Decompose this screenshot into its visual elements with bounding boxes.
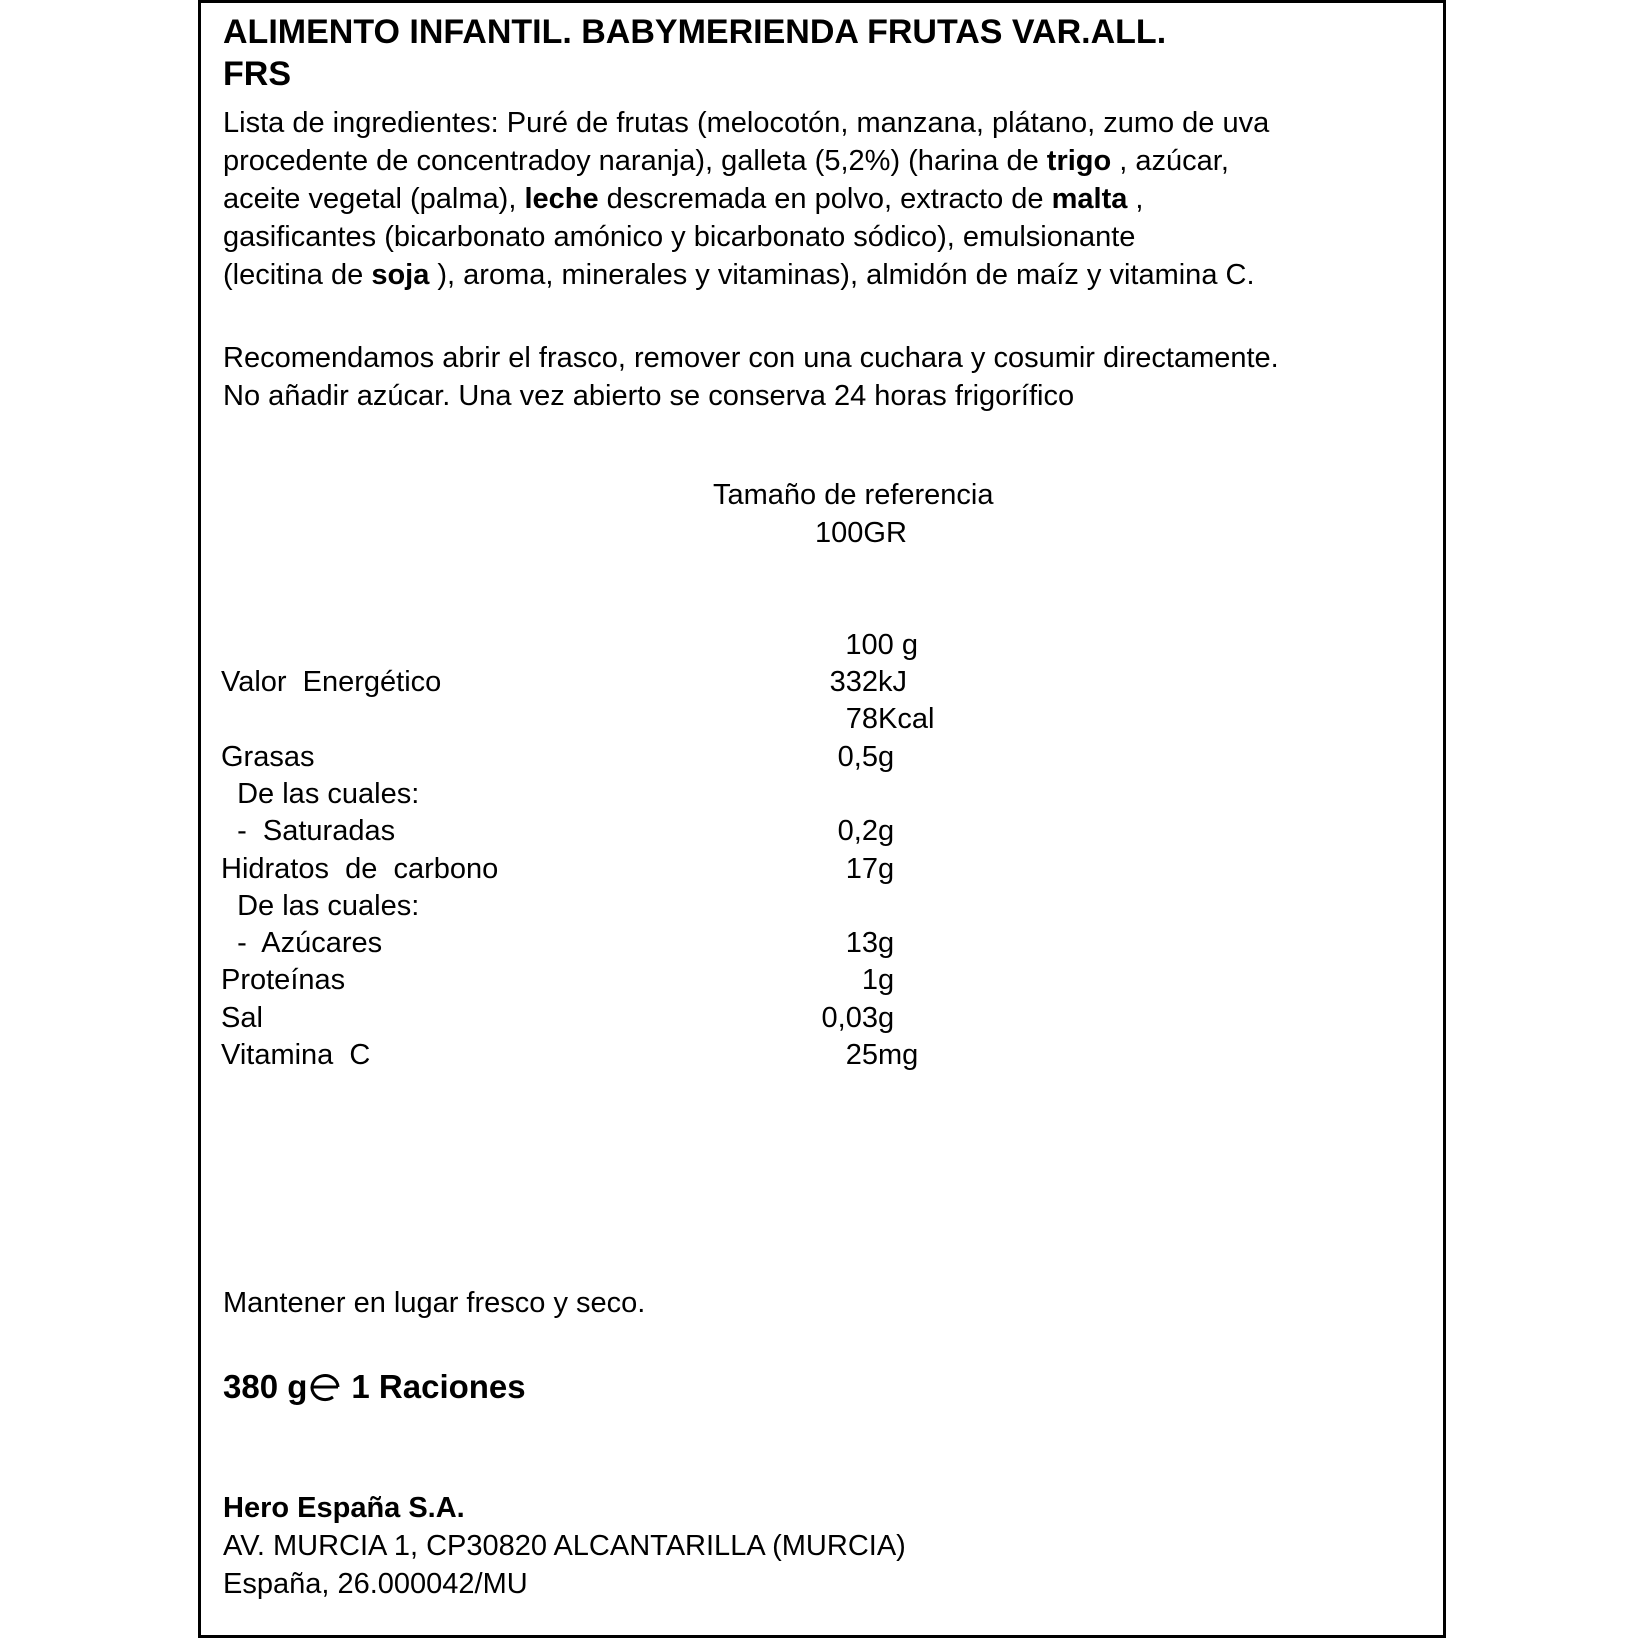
reference-size-label: Tamaño de referencia: [713, 479, 994, 511]
company-name: Hero España S.A.: [223, 1492, 465, 1524]
nutrition-row-unit: kJ: [878, 666, 907, 698]
nutrition-row-unit: g: [878, 815, 895, 848]
allergen-highlight: soja: [371, 259, 430, 291]
ingredients-text: aceite vegetal (palma),: [223, 183, 525, 215]
ingredients-text: procedente de concentradoy naranja), galleta (5,2%) (harina de: [223, 145, 1047, 177]
net-weight: 380 g: [223, 1368, 308, 1405]
product-title-line-2: FRS: [223, 55, 291, 93]
ingredients-text: , azúcar,: [1111, 145, 1229, 177]
nutrition-row-label: Vitamina C: [221, 1039, 371, 1071]
ingredients-text: (lecitina de: [223, 259, 372, 291]
ingredients-text: ,: [1127, 183, 1144, 215]
company-registry: España, 26.000042/MU: [223, 1568, 528, 1600]
nutrition-row-unit: Kcal: [878, 703, 935, 736]
nutrition-row-value: 0,03: [821, 1001, 878, 1034]
nutrition-row-unit: mg: [878, 1039, 919, 1071]
allergen-highlight: trigo: [1046, 145, 1112, 177]
ingredients-line: [223, 142, 1229, 180]
ingredients-line: [223, 180, 1143, 218]
nutrition-row-label: De las cuales:: [221, 777, 420, 810]
ingredients-text: Lista de ingredientes: Puré de frutas (melocotón, manzana, plátano, zumo de uva: [223, 107, 1270, 139]
nutrition-row-label: Proteínas: [221, 964, 346, 997]
nutrition-row-value: 25: [845, 1039, 878, 1071]
nutrition-row-unit: g: [878, 740, 895, 773]
nutrition-row-label: Hidratos de carbono: [221, 852, 499, 885]
nutrition-column-header: 100 g: [845, 629, 918, 661]
nutrition-row-label: - Azúcares: [221, 927, 383, 960]
nutrition-label-panel: [198, 0, 1446, 1638]
nutrition-row-value: 17: [845, 852, 878, 885]
ingredients-text: descremada en polvo, extracto de: [598, 183, 1052, 215]
storage-instructions: Mantener en lugar fresco y seco.: [223, 1287, 646, 1319]
nutrition-row-label: De las cuales:: [221, 889, 420, 922]
nutrition-row-value: 13: [845, 927, 878, 960]
nutrition-row-label: Sal: [221, 1001, 263, 1034]
nutrition-row-unit: g: [878, 964, 895, 997]
company-address: AV. MURCIA 1, CP30820 ALCANTARILLA (MURCIA): [223, 1530, 906, 1562]
net-quantity: [223, 1367, 526, 1407]
allergen-highlight: malta: [1051, 183, 1128, 215]
allergen-highlight: leche: [524, 183, 599, 215]
ingredients-line: [223, 256, 1255, 294]
nutrition-row-unit: g: [878, 927, 895, 960]
nutrition-row-value: 78: [845, 703, 878, 736]
ingredients-text: gasificantes (bicarbonato amónico y bicarbonato sódico), emulsionante: [223, 221, 1136, 253]
recommendation-line-2: No añadir azúcar. Una vez abierto se conserva 24 horas frigorífico: [223, 380, 1075, 412]
ingredients-text: ), aroma, minerales y vitaminas), almidón de maíz y vitamina C.: [429, 259, 1255, 291]
estimated-sign-icon: [309, 1372, 343, 1402]
nutrition-row-label: Grasas: [221, 740, 315, 773]
nutrition-row-value: 332: [829, 666, 878, 698]
product-title-line-1: ALIMENTO INFANTIL. BABYMERIENDA FRUTAS VAR.ALL.: [223, 13, 1167, 51]
portions: 1 Raciones: [351, 1368, 526, 1405]
recommendation-line-1: Recomendamos abrir el frasco, remover con una cuchara y cosumir directamente.: [223, 342, 1279, 374]
ingredients-line: [223, 104, 1269, 142]
nutrition-row-label: Valor Energético: [221, 666, 442, 698]
nutrition-row-value: 1: [861, 964, 878, 997]
nutrition-row-unit: g: [878, 1001, 895, 1034]
nutrition-row-label: - Saturadas: [221, 815, 396, 848]
nutrition-row-value: 0,2: [837, 815, 878, 848]
ingredients-line: [223, 218, 1135, 256]
reference-size-value: 100GR: [815, 517, 907, 549]
nutrition-row-unit: g: [878, 852, 895, 885]
nutrition-row-value: 0,5: [837, 740, 878, 773]
